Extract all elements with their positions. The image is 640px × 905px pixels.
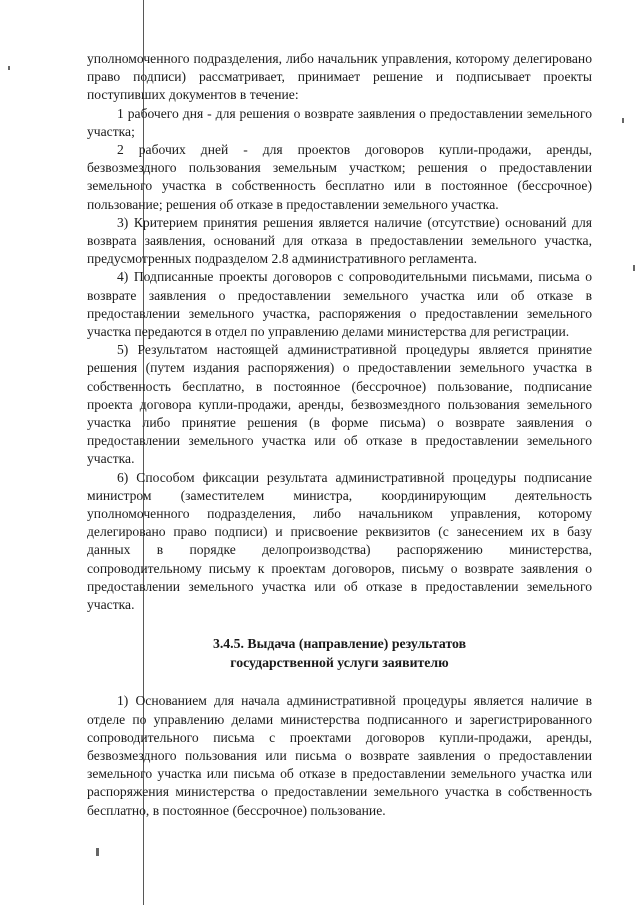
section-heading — [87, 635, 592, 672]
paragraph-item: 1 рабочего дня - для решения о возврате заявления о предоставлении земельного участка; — [87, 105, 592, 139]
section-heading-line: государственной услуги заявителю — [230, 654, 449, 670]
paragraph-continuation: уполномоченного подразделения, либо начальник управления, которому делегировано право подписи) рассматривает, принимает решение и подписывает проекты поступивших документов в течение: — [87, 51, 592, 103]
paragraph-item: 5) Результатом настоящей административной процедуры является принятие решения (путем издания распоряжения) о предоставлении земельного участка в собственность бесплатно, в постоянное (бессрочное) пользование, подписание проекта договора купли-продажи, аренды, безвозмездного пользования земельного участка либо принятие решения (в форме письма) о возврате заявления о предоставлении земельного участка или об отказе в предоставлении земельного участка. — [87, 342, 592, 467]
paragraph-item: 2 рабочих дней - для проектов договоров купли-продажи, аренды, безвозмездного пользования земельным участком; решения о предоставлении земельного участка в собственность бесплатно или в постоянное (бессрочное) пользование; решения об отказе в предоставлении земельного участка. — [87, 142, 592, 212]
scan-speck — [8, 66, 10, 70]
scan-speck — [622, 118, 624, 123]
paragraph-item: 6) Способом фиксации результата административной процедуры подписание министром (заместителем министра, координирующим деятельность уполномоченного подразделения, либо начальником управления, которому делегировано право подписи) и присвоение реквизитов (с занесением их в базу данных в порядке делопроизводства) распоряжению министерства, сопроводительному письму к проектам договоров, письму о возврате заявления о предоставлении земельного участка или об отказе в предоставлении земельного участка. — [87, 469, 592, 613]
paragraph-item: 3) Критерием принятия решения является наличие (отсутствие) оснований для возврата заявления, оснований для отказа в предоставлении земельного участка, предусмотренных подразделом 2.8 административного регламента. — [87, 214, 592, 267]
document-page — [87, 50, 592, 820]
section-heading-line: 3.4.5. Выдача (направление) результатов — [212, 636, 467, 652]
section-paragraph: 1) Основанием для начала административной процедуры является наличие в отделе по управлению делами министерства подписанного и зарегистрированного сопроводительного письма с проектами договоров купли-продажи, аренды, безвозмездного пользования или письма о возврате заявления о предоставлении земельного участка или письма об отказе в предоставлении земельного участка или распоряжения министерства о предоставлении земельного участка в собственность бесплатно, в постоянное (бессрочное) пользование. — [87, 693, 592, 818]
paragraph-item: 4) Подписанные проекты договоров с сопроводительными письмами, письма о возврате заявления о предоставлении земельного участка или об отказе в предоставлении земельного участка, распоряжения о предоставлении земельного участка передаются в отдел по управлению делами министерства для регистрации. — [87, 269, 592, 340]
scan-speck — [633, 265, 635, 271]
scan-speck — [96, 848, 99, 856]
